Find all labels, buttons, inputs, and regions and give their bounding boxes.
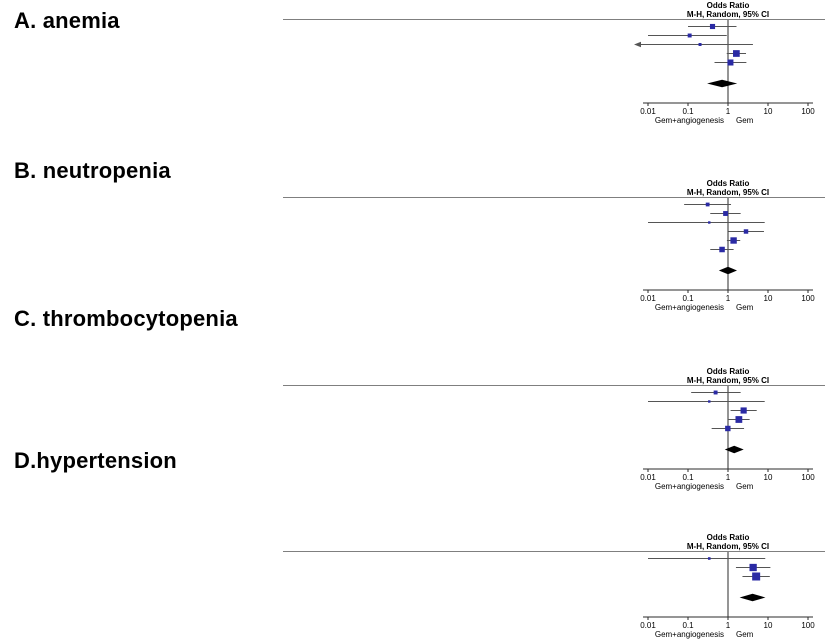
total-or-ci — [550, 266, 638, 275]
total-events-group1 — [369, 276, 422, 285]
axis-tick-label: 100 — [801, 107, 815, 116]
header-events-1 — [369, 376, 422, 385]
study-name — [283, 227, 369, 236]
header-odds-ratio — [550, 367, 638, 376]
study-name — [283, 563, 369, 572]
odds-ratio-ci — [550, 218, 638, 227]
total-group1 — [422, 415, 461, 424]
total-label — [283, 266, 369, 275]
or-square — [741, 407, 747, 413]
odds-ratio-ci — [550, 58, 638, 67]
header-total-1 — [422, 376, 461, 385]
events-group1 — [369, 22, 422, 31]
total-group1 — [422, 31, 461, 40]
total-group1 — [422, 593, 461, 602]
or-square — [706, 203, 710, 207]
total-group2 — [495, 227, 520, 236]
axis-tick-label: 10 — [763, 107, 773, 116]
total-group1 — [422, 397, 461, 406]
header-group2 — [461, 533, 520, 542]
odds-ratio-ci — [550, 563, 638, 572]
odds-ratio-ci — [550, 406, 638, 415]
total-spacer — [369, 593, 422, 602]
axis-tick-label: 100 — [801, 294, 815, 303]
study-name — [283, 415, 369, 424]
total-spacer — [461, 79, 495, 88]
odds-ratio-ci — [550, 424, 638, 433]
header-spacer — [283, 1, 369, 10]
weight-value — [520, 209, 550, 218]
header-method — [550, 542, 638, 551]
or-square — [708, 557, 711, 560]
or-square — [714, 391, 718, 395]
favours-left-label: Gem+angiogenesis — [654, 303, 724, 312]
total-weight — [520, 266, 550, 275]
total-group1 — [422, 266, 461, 275]
total-group2 — [495, 40, 520, 49]
header-events-2 — [461, 542, 495, 551]
odds-ratio-ci — [550, 572, 638, 581]
weight-value — [520, 218, 550, 227]
events-group1 — [369, 415, 422, 424]
header-total-2 — [495, 188, 520, 197]
total-events-group1 — [369, 89, 422, 98]
header-events-2 — [461, 188, 495, 197]
total-group2 — [495, 49, 520, 58]
events-group2 — [461, 397, 495, 406]
total-events-group2 — [461, 89, 495, 98]
odds-ratio-ci — [550, 236, 638, 245]
odds-ratio-ci — [550, 388, 638, 397]
total-group1 — [422, 49, 461, 58]
plot-header-odds-ratio: Odds Ratio — [706, 367, 750, 376]
ci-arrow-left — [634, 42, 641, 48]
header-events-2 — [461, 10, 495, 19]
total-diamond — [707, 80, 737, 88]
events-group1 — [369, 424, 422, 433]
or-square — [733, 50, 740, 57]
spacer — [422, 455, 461, 464]
header-spacer — [283, 533, 369, 542]
odds-ratio-ci — [550, 209, 638, 218]
total-spacer — [369, 445, 422, 454]
events-group1 — [369, 227, 422, 236]
total-group1 — [422, 58, 461, 67]
forest-panel — [283, 532, 825, 639]
favours-left-label: Gem+angiogenesis — [654, 630, 724, 639]
total-spacer — [369, 79, 422, 88]
header-group1 — [369, 179, 461, 188]
axis-tick-label: 0.01 — [640, 621, 656, 630]
total-group2 — [495, 22, 520, 31]
total-group1 — [422, 209, 461, 218]
axis-tick-label: 0.1 — [682, 621, 694, 630]
favours-left-label: Gem+angiogenesis — [654, 482, 724, 491]
axis-tick-label: 100 — [801, 621, 815, 630]
events-group1 — [369, 388, 422, 397]
total-group1 — [422, 218, 461, 227]
study-name — [283, 424, 369, 433]
axis-tick-label: 1 — [725, 473, 731, 482]
events-group1 — [369, 200, 422, 209]
weight-value — [520, 554, 550, 563]
total-spacer — [461, 266, 495, 275]
total-group2 — [495, 572, 520, 581]
plot-header-method: M-H, Random, 95% CI — [686, 376, 770, 385]
total-spacer — [461, 593, 495, 602]
header-weight — [520, 542, 550, 551]
forest-panel — [283, 366, 825, 495]
total-weight — [520, 445, 550, 454]
axis-tick-label: 100 — [801, 473, 815, 482]
total-group1 — [422, 40, 461, 49]
axis-tick-label: 10 — [763, 621, 773, 630]
odds-ratio-ci — [550, 40, 638, 49]
total-weight — [520, 593, 550, 602]
total-diamond — [740, 594, 766, 602]
spacer — [422, 276, 461, 285]
study-name — [283, 22, 369, 31]
header-odds-ratio — [550, 533, 638, 542]
axis-tick-label: 0.1 — [682, 294, 694, 303]
header-method — [550, 10, 638, 19]
favours-right-label: Gem — [736, 630, 754, 639]
header-weight — [520, 10, 550, 19]
axis-tick-label: 0.1 — [682, 473, 694, 482]
total-group1 — [422, 406, 461, 415]
header-method — [550, 376, 638, 385]
events-group2 — [461, 49, 495, 58]
events-group2 — [461, 406, 495, 415]
header-events-2 — [461, 376, 495, 385]
favours-right-label: Gem — [736, 303, 754, 312]
events-group1 — [369, 218, 422, 227]
total-group1 — [422, 79, 461, 88]
study-name — [283, 572, 369, 581]
plot-header-odds-ratio: Odds Ratio — [706, 1, 750, 10]
axis-tick-label: 0.01 — [640, 294, 656, 303]
total-group2 — [495, 554, 520, 563]
total-group2 — [495, 406, 520, 415]
total-events-label — [283, 603, 369, 612]
total-spacer — [369, 266, 422, 275]
or-square — [708, 400, 710, 402]
total-label — [283, 593, 369, 602]
study-name — [283, 218, 369, 227]
total-events-label — [283, 455, 369, 464]
total-or-ci — [550, 593, 638, 602]
weight-value — [520, 49, 550, 58]
total-group1 — [422, 572, 461, 581]
axis-tick-label: 1 — [725, 107, 731, 116]
header-odds-ratio — [550, 179, 638, 188]
total-events-label — [283, 89, 369, 98]
plot-header-odds-ratio: Odds Ratio — [706, 533, 750, 542]
total-group2 — [495, 31, 520, 40]
forest-plot-canvas — [630, 0, 825, 130]
study-name — [283, 397, 369, 406]
header-group1 — [369, 533, 461, 542]
axis-tick-label: 0.01 — [640, 473, 656, 482]
or-square — [699, 43, 702, 46]
total-group1 — [422, 563, 461, 572]
axis-tick-label: 0.01 — [640, 107, 656, 116]
or-square — [708, 221, 710, 223]
odds-ratio-ci — [550, 227, 638, 236]
plot-header-method: M-H, Random, 95% CI — [686, 10, 770, 19]
or-square — [744, 229, 748, 233]
total-label — [283, 79, 369, 88]
events-group2 — [461, 388, 495, 397]
axis-tick-label: 1 — [725, 621, 731, 630]
header-total-2 — [495, 10, 520, 19]
forest-panel — [283, 0, 825, 129]
study-name — [283, 49, 369, 58]
weight-value — [520, 572, 550, 581]
panel-label-anemia: A. anemia — [14, 8, 120, 33]
axis-tick-label: 10 — [763, 473, 773, 482]
plot-header-method: M-H, Random, 95% CI — [686, 188, 770, 197]
axis-tick-label: 10 — [763, 294, 773, 303]
total-group2 — [495, 388, 520, 397]
total-group2 — [495, 424, 520, 433]
spacer — [422, 89, 461, 98]
weight-value — [520, 424, 550, 433]
spacer — [422, 603, 461, 612]
header-spacer — [283, 367, 369, 376]
forest-plot-canvas — [630, 366, 825, 496]
total-diamond — [719, 267, 737, 275]
weight-value — [520, 22, 550, 31]
odds-ratio-ci — [550, 397, 638, 406]
events-group1 — [369, 209, 422, 218]
events-group1 — [369, 406, 422, 415]
events-group1 — [369, 40, 422, 49]
total-group1 — [422, 236, 461, 245]
header-events-1 — [369, 188, 422, 197]
total-group1 — [422, 200, 461, 209]
total-spacer — [461, 445, 495, 454]
study-name — [283, 31, 369, 40]
events-group1 — [369, 58, 422, 67]
study-name — [283, 245, 369, 254]
axis-tick-label: 0.1 — [682, 107, 694, 116]
total-group2 — [495, 200, 520, 209]
or-square — [723, 211, 728, 216]
total-group2 — [495, 209, 520, 218]
study-name — [283, 200, 369, 209]
or-square — [730, 237, 736, 243]
weight-value — [520, 388, 550, 397]
total-group1 — [422, 554, 461, 563]
total-group2 — [495, 58, 520, 67]
weight-value — [520, 40, 550, 49]
odds-ratio-ci — [550, 415, 638, 424]
events-group1 — [369, 31, 422, 40]
header-events-1 — [369, 10, 422, 19]
events-group2 — [461, 563, 495, 572]
events-group1 — [369, 563, 422, 572]
weight-value — [520, 58, 550, 67]
events-group2 — [461, 22, 495, 31]
events-group1 — [369, 572, 422, 581]
weight-value — [520, 415, 550, 424]
study-name — [283, 40, 369, 49]
or-square — [749, 564, 756, 571]
plot-header-method: M-H, Random, 95% CI — [686, 542, 770, 551]
odds-ratio-ci — [550, 200, 638, 209]
events-group2 — [461, 227, 495, 236]
events-group2 — [461, 554, 495, 563]
total-group2 — [495, 236, 520, 245]
total-group1 — [422, 245, 461, 254]
events-group1 — [369, 397, 422, 406]
weight-value — [520, 236, 550, 245]
or-square — [688, 34, 692, 38]
favours-right-label: Gem — [736, 116, 754, 125]
header-group1 — [369, 367, 461, 376]
total-events-label — [283, 276, 369, 285]
total-events-group2 — [461, 455, 495, 464]
total-group2 — [495, 266, 520, 275]
total-events-group2 — [461, 276, 495, 285]
header-events-1 — [369, 542, 422, 551]
total-group2 — [495, 218, 520, 227]
header-total-1 — [422, 542, 461, 551]
weight-value — [520, 406, 550, 415]
panel-label-neutropenia: B. neutropenia — [14, 158, 171, 183]
odds-ratio-ci — [550, 245, 638, 254]
forest-plot-canvas — [630, 178, 825, 317]
study-name — [283, 58, 369, 67]
events-group1 — [369, 49, 422, 58]
events-group2 — [461, 236, 495, 245]
events-group2 — [461, 245, 495, 254]
or-square — [727, 59, 733, 65]
favours-right-label: Gem — [736, 482, 754, 491]
total-or-ci — [550, 445, 638, 454]
total-group1 — [422, 445, 461, 454]
events-group2 — [461, 209, 495, 218]
total-group1 — [422, 424, 461, 433]
header-study — [283, 188, 369, 197]
odds-ratio-ci — [550, 22, 638, 31]
events-group2 — [461, 415, 495, 424]
events-group2 — [461, 424, 495, 433]
header-weight — [520, 376, 550, 385]
events-group2 — [461, 218, 495, 227]
header-total-1 — [422, 188, 461, 197]
events-group2 — [461, 31, 495, 40]
total-events-group1 — [369, 455, 422, 464]
header-total-2 — [495, 376, 520, 385]
total-or-ci — [550, 79, 638, 88]
forest-panel — [283, 178, 825, 316]
study-name — [283, 236, 369, 245]
header-group2 — [461, 179, 520, 188]
header-method — [550, 188, 638, 197]
header-total-2 — [495, 542, 520, 551]
total-group1 — [422, 388, 461, 397]
panel-label-thrombocytopenia: C. thrombocytopenia — [14, 306, 238, 331]
total-group2 — [495, 563, 520, 572]
weight-value — [520, 31, 550, 40]
events-group1 — [369, 245, 422, 254]
events-group2 — [461, 200, 495, 209]
weight-value — [520, 200, 550, 209]
odds-ratio-ci — [550, 31, 638, 40]
header-odds-ratio — [550, 1, 638, 10]
events-group2 — [461, 572, 495, 581]
weight-value — [520, 397, 550, 406]
total-group1 — [422, 22, 461, 31]
header-study — [283, 10, 369, 19]
events-group2 — [461, 40, 495, 49]
odds-ratio-ci — [550, 49, 638, 58]
events-group2 — [461, 58, 495, 67]
weight-value — [520, 245, 550, 254]
header-total-1 — [422, 10, 461, 19]
or-square — [752, 573, 760, 581]
or-square — [710, 24, 715, 29]
forest-plot-canvas — [630, 532, 825, 639]
total-group2 — [495, 593, 520, 602]
total-group2 — [495, 79, 520, 88]
study-name — [283, 209, 369, 218]
header-group2 — [461, 1, 520, 10]
header-spacer — [283, 179, 369, 188]
total-group1 — [422, 227, 461, 236]
header-weight — [520, 188, 550, 197]
total-weight — [520, 79, 550, 88]
or-square — [725, 426, 730, 431]
total-label — [283, 445, 369, 454]
events-group1 — [369, 554, 422, 563]
header-study — [283, 542, 369, 551]
favours-left-label: Gem+angiogenesis — [654, 116, 724, 125]
panel-label-hypertension: D.hypertension — [14, 448, 177, 473]
total-group2 — [495, 415, 520, 424]
total-events-group2 — [461, 603, 495, 612]
study-name — [283, 388, 369, 397]
header-study — [283, 376, 369, 385]
header-group2 — [461, 367, 520, 376]
total-group2 — [495, 445, 520, 454]
events-group1 — [369, 236, 422, 245]
odds-ratio-ci — [550, 554, 638, 563]
plot-header-odds-ratio: Odds Ratio — [706, 179, 750, 188]
weight-value — [520, 563, 550, 572]
axis-tick-label: 1 — [725, 294, 731, 303]
header-group1 — [369, 1, 461, 10]
total-group2 — [495, 397, 520, 406]
study-name — [283, 406, 369, 415]
or-square — [719, 247, 725, 253]
or-square — [735, 416, 742, 423]
total-events-group1 — [369, 603, 422, 612]
total-group2 — [495, 245, 520, 254]
weight-value — [520, 227, 550, 236]
study-name — [283, 554, 369, 563]
